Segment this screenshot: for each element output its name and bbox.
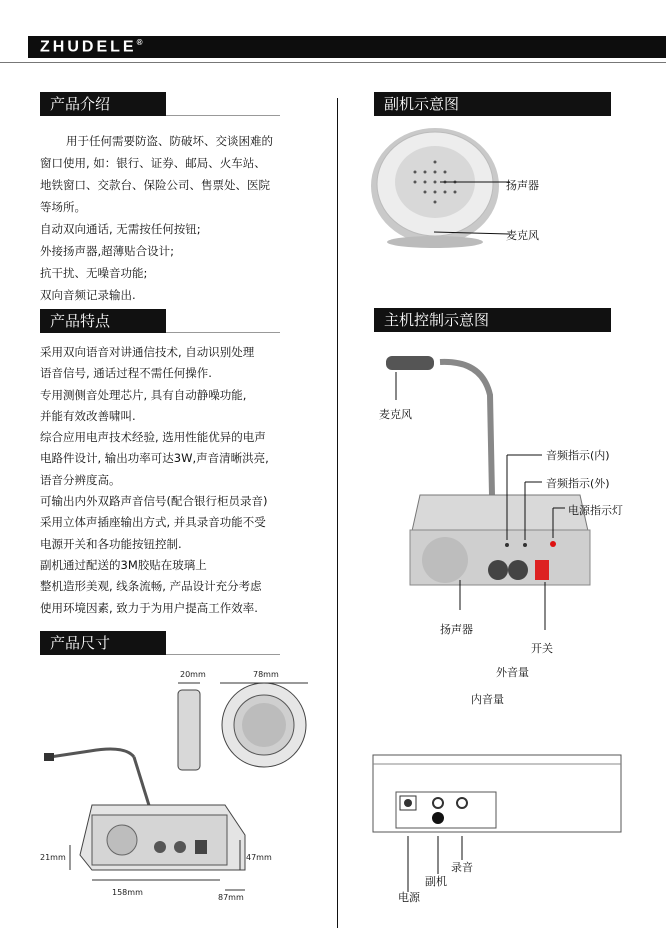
label-switch: 开关 <box>531 642 553 655</box>
header-rule <box>0 62 666 63</box>
size-diagram <box>30 665 330 915</box>
label-out-volume: 外音量 <box>496 666 529 679</box>
label-sub-speaker: 扬声器 <box>506 179 539 192</box>
label-rear-sub: 副机 <box>425 875 447 888</box>
section-title-intro: 产品介绍 <box>40 92 166 116</box>
column-divider <box>337 98 338 928</box>
label-main-mic: 麦克风 <box>379 408 412 421</box>
brand-logo: ZHUDELE® <box>40 38 143 56</box>
dim-height-front: 21mm <box>40 853 66 862</box>
label-in-volume: 内音量 <box>471 693 504 706</box>
section-title-main-unit: 主机控制示意图 <box>374 308 611 332</box>
dim-height-back: 47mm <box>246 853 272 862</box>
label-rear-record: 录音 <box>451 861 473 874</box>
label-power-led: 电源指示灯 <box>568 504 623 517</box>
label-main-speaker: 扬声器 <box>440 623 473 636</box>
dim-width: 87mm <box>218 893 244 902</box>
features-text: 采用双向语音对讲通信技术, 自动识别处理 语音信号, 通话过程不需任何操作. 专用测侧音处理芯片, 具有自动静噪功能, 并能有效改善啸叫. 综合应用电声技术经验, 选用性能优异的电声 电路件设计, 输出功率可达3W,声音清晰洪亮, 语音分辨度高。 可输出内外双路声音信号(配合银行柜员录音) 采用立体声插座输出方式, 并具录音功能不受 电源开关和各功能按钮控制. 副机通过配送的3M胶贴在玻璃上 整机造形美观, 线条流畅, 产品设计充分考虑 使用环境因素, 致力于为用户提高工作效率. <box>40 345 269 615</box>
label-audio-out: 音频指示(外) <box>546 477 610 490</box>
dim-diameter: 78mm <box>253 670 279 679</box>
dim-length: 158mm <box>112 888 143 897</box>
label-rear-power: 电源 <box>398 891 420 904</box>
section-title-sub-unit: 副机示意图 <box>374 92 611 116</box>
section-title-size: 产品尺寸 <box>40 631 166 655</box>
rear-panel-image <box>370 752 625 912</box>
dim-depth: 20mm <box>180 670 206 679</box>
label-audio-in: 音频指示(内) <box>546 449 610 462</box>
label-sub-mic: 麦克风 <box>506 229 539 242</box>
intro-text: 用于任何需要防盗、防破坏、交谈困难的 窗口使用, 如：银行、证券、邮局、火车站、 地铁窗口、交款台、保险公司、售票处、医院 等场所。 自动双向通话, 无需按任何按钮; 外接扬声器,超薄贴合设计; 抗干扰、无噪音功能; 双向音频记录输出. <box>40 134 273 302</box>
section-title-features: 产品特点 <box>40 309 166 333</box>
